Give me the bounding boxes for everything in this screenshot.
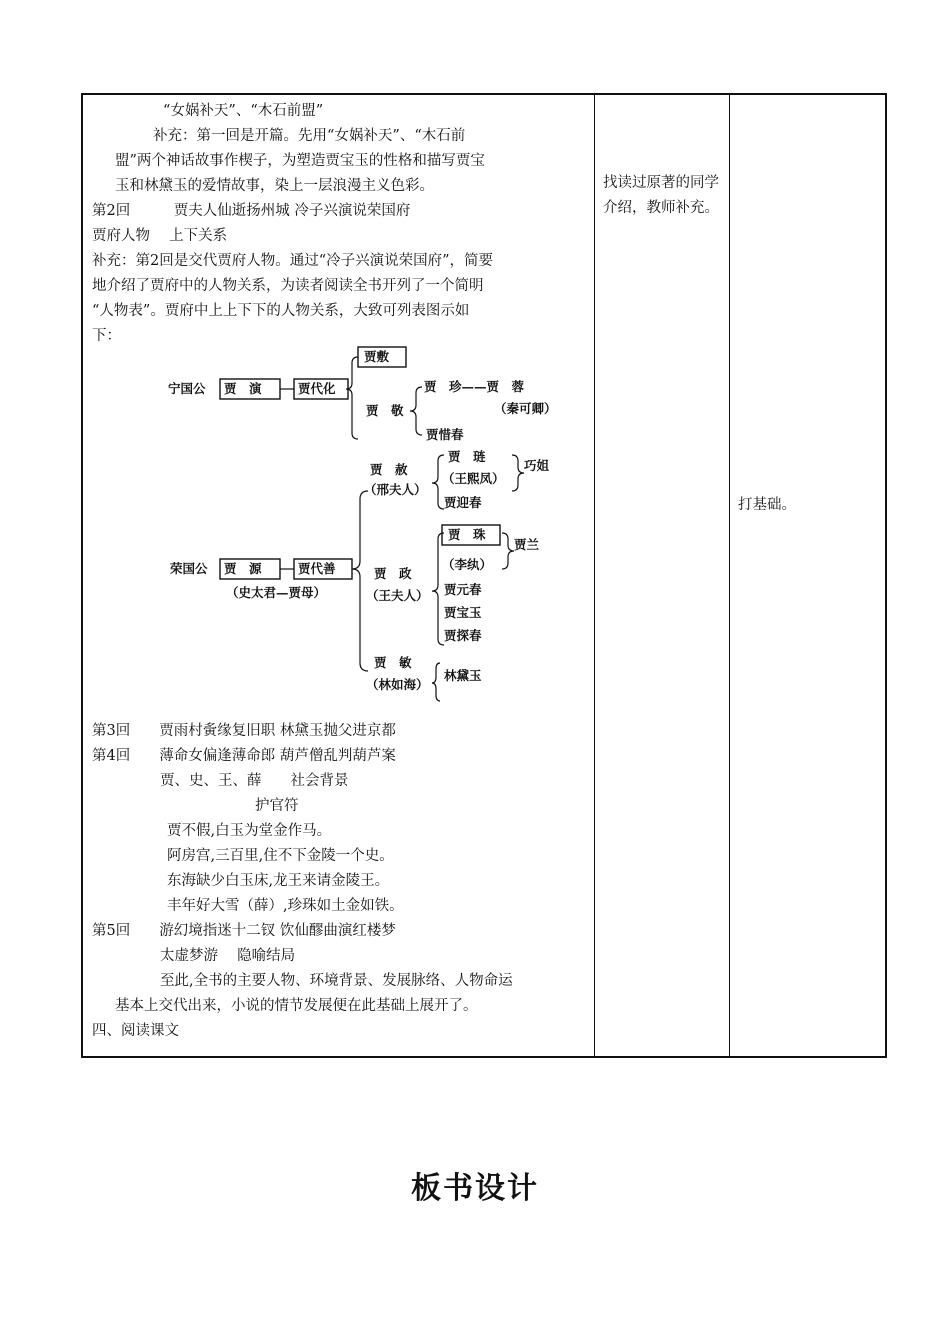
text-line: 玉和林黛玉的爱情故事，染上一层浪漫主义色彩。 <box>115 178 434 194</box>
tree-node: （林如海） <box>366 677 429 692</box>
tree-node: 贾 珍——贾 蓉 <box>424 379 525 394</box>
tree-node: 贾惜春 <box>426 427 464 442</box>
tree-node: 贾宝玉 <box>444 605 482 620</box>
tree-node: 宁国公 <box>168 381 206 396</box>
lesson-table <box>81 93 887 1058</box>
text-line: 第3回 贾雨村夤缘复旧职 林黛玉抛父进京都 <box>92 723 396 739</box>
tree-node: （王熙凤） <box>442 471 505 486</box>
text-line: 贾、史、王、薛 社会背景 <box>160 773 349 789</box>
text-line: 贾不假,白玉为堂金作马。 <box>167 823 332 839</box>
tree-node: 贾敷 <box>364 349 390 364</box>
text-line: 至此,全书的主要人物、环境背景、发展脉络、人物命运 <box>160 973 513 989</box>
tree-node: 贾 演 <box>224 381 262 396</box>
text-line: 第2回 贾夫人仙逝扬州城 冷子兴演说荣国府 <box>92 203 411 219</box>
text-line: 基本上交代出来，小说的情节发展便在此基础上展开了。 <box>115 998 478 1014</box>
text-line: 贾府人物 上下关系 <box>92 228 228 244</box>
tree-node: 贾 琏 <box>448 449 486 464</box>
text-line: 盟”两个神话故事作楔子，为塑造贾宝玉的性格和描写贾宝 <box>115 153 485 169</box>
tree-node: 贾元春 <box>444 582 482 597</box>
tree-node: （史太君—贾母） <box>226 585 327 600</box>
tree-node: 荣国公 <box>170 561 208 576</box>
text-line: 丰年好大雪（薛）,珍珠如土金如铁。 <box>167 898 404 914</box>
tree-node: 贾 敏 <box>374 655 412 670</box>
text-line: 太虚梦游 隐喻结局 <box>160 948 296 964</box>
text-line: 地介绍了贾府中的人物关系，为读者阅读全书开列了一个简明 <box>92 278 484 294</box>
text-line: “人物表”。贾府中上上下下的人物关系，大致可列表图示如 <box>92 303 470 319</box>
text-line: 下： <box>92 328 121 344</box>
column-divider <box>594 95 595 1056</box>
tree-node: 贾探春 <box>444 628 482 643</box>
tree-node: （李纨） <box>442 557 493 572</box>
purpose-cell: 打基础。 <box>738 497 796 513</box>
tree-node: 巧姐 <box>524 458 550 473</box>
tree-node: 贾迎春 <box>444 495 482 510</box>
text-line: 阿房宫,三百里,住不下金陵一个史。 <box>167 848 394 864</box>
teacher-activity-cell: 找读过原著的同学介绍，教师补充。 <box>603 175 719 216</box>
text-line: 补充：第一回是开篇。先用“女娲补天”、“木石前 <box>153 128 466 144</box>
tree-node: 林黛玉 <box>444 668 482 683</box>
tree-node: （王夫人） <box>366 588 429 603</box>
tree-node: 贾代善 <box>298 561 336 576</box>
column-divider <box>729 95 730 1056</box>
tree-node: 贾 敬 <box>366 403 404 418</box>
tree-node: （邢夫人） <box>364 482 427 497</box>
family-tree-diagram <box>158 343 578 708</box>
tree-node: 贾 政 <box>374 566 412 581</box>
tree-node: 贾 源 <box>224 561 262 576</box>
tree-node: （秦可卿） <box>494 401 557 416</box>
text-line: “女娲补天”、“木石前盟” <box>163 103 324 119</box>
board-design-heading: 板书设计 <box>411 1171 539 1206</box>
tree-node: 贾 珠 <box>448 527 486 542</box>
text-line: 补充：第2回是交代贾府人物。通过“冷子兴演说荣国府”，简要 <box>92 253 494 269</box>
tree-node: 贾兰 <box>514 537 540 552</box>
text-line: 第5回 游幻境指迷十二钗 饮仙醪曲演红楼梦 <box>92 923 396 939</box>
text-line: 东海缺少白玉床,龙王来请金陵王。 <box>167 873 390 889</box>
tree-node: 贾代化 <box>298 381 336 396</box>
tree-node: 贾 赦 <box>370 462 408 477</box>
text-line: 第4回 薄命女偏逢薄命郎 葫芦僧乱判葫芦案 <box>92 748 396 764</box>
text-line: 护官符 <box>255 798 299 814</box>
text-line: 四、阅读课文 <box>92 1023 179 1039</box>
